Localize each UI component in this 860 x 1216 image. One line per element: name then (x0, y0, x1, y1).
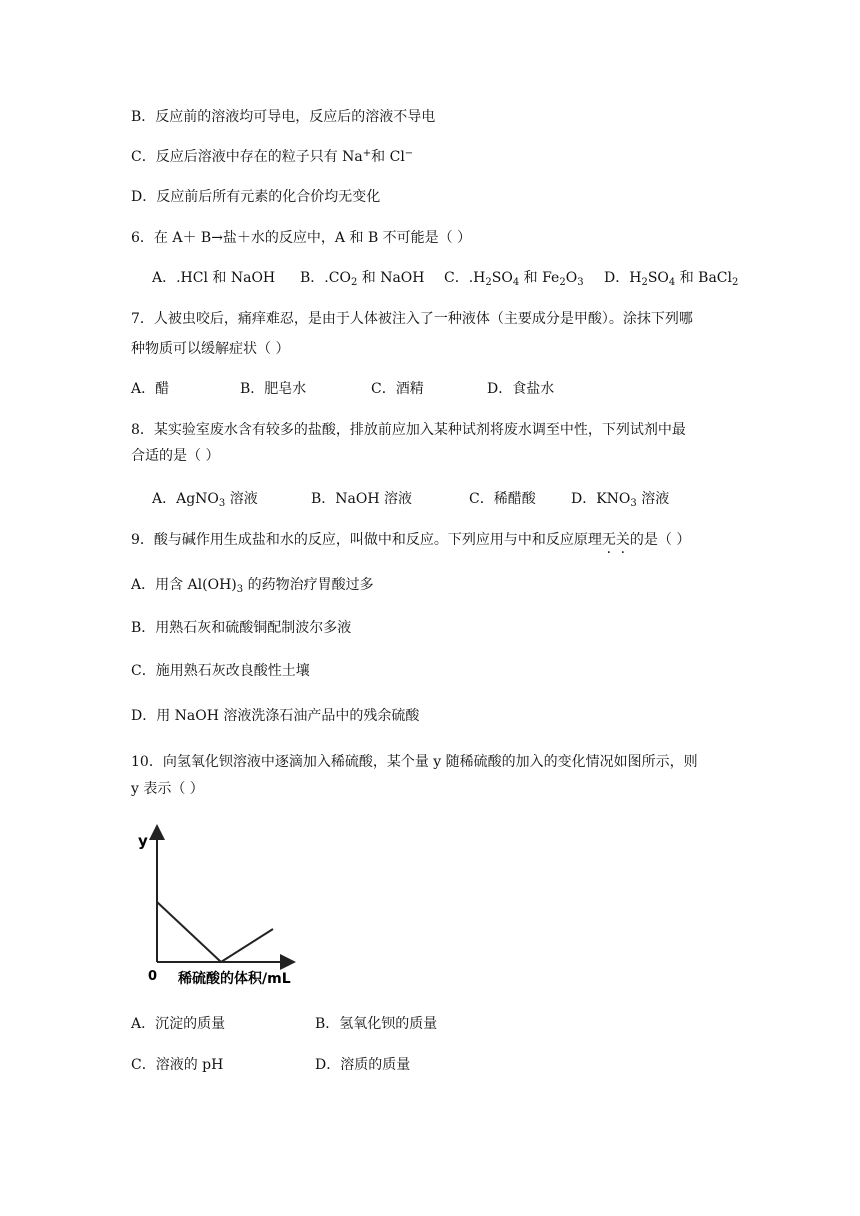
q5-option-c: C．反应后溶液中存在的粒子只有 Na+和 Cl− (131, 148, 414, 165)
graph-y-label: y (138, 832, 148, 850)
q7-option-a: A．醋 (131, 381, 170, 397)
graph-x-label: 稀硫酸的体积/mL (178, 971, 291, 987)
q6-option-b: B．$.CO_2$ 和 NaOH (300, 270, 425, 288)
q7-option-c: C．酒精 (371, 381, 424, 397)
q7-option-d: D．食盐水 (487, 381, 555, 397)
q8-stem-line2: 合适的是（ ） (131, 448, 220, 464)
q10-stem-line1: 10．向氢氧化钡溶液中逐滴加入稀硫酸，某个量 y 随稀硫酸的加入的变化情况如图所示，则 (131, 754, 698, 770)
q9-option-b: B．用熟石灰和硫酸铜配制波尔多液 (131, 620, 352, 636)
q8-option-b: B．NaOH 溶液 (311, 491, 413, 507)
q8-option-a: A．AgNO$_3$ 溶液 (152, 491, 258, 509)
q5-option-b: B．反应前的溶液均可导电，反应后的溶液不导电 (131, 109, 436, 125)
q6-option-d: D．$H_2SO_4$ 和 BaCl$_2$ (604, 270, 739, 288)
q8-option-d: D．$KNO_3$ 溶液 (571, 491, 670, 509)
q6-option-a: A．.HCl 和 NaOH (152, 270, 276, 286)
q9-option-a: A．用含 $Al(OH)_3$ 的药物治疗胃酸过多 (131, 577, 374, 595)
q9-option-d: D．用 NaOH 溶液洗涤石油产品中的残余硫酸 (131, 708, 420, 724)
q6-stem: 6．在 A＋ B→盐＋水的反应中，A 和 B 不可能是（ ） (131, 230, 472, 246)
q10-graph (128, 822, 308, 992)
q7-stem-line1: 7．人被虫咬后，痛痒难忍，是由于人体被注入了一种液体（主要成分是甲酸）。涂抹下列哪 (131, 311, 693, 327)
q10-option-d: D．溶质的质量 (315, 1057, 411, 1073)
q10-option-b: B．氢氧化钡的质量 (315, 1016, 438, 1032)
q5-option-d: D．反应前后所有元素的化合价均无变化 (131, 189, 381, 205)
emphasis-dot-char: 无 (601, 532, 616, 548)
q7-stem-line2: 种物质可以缓解症状（ ） (131, 341, 290, 357)
q8-option-c: C．稀醋酸 (469, 491, 536, 507)
q9-stem: 9．酸与碱作用生成盐和水的反应，叫做中和反应。下列应用与中和反应原理无关的是（ ） (131, 532, 691, 548)
graph-origin-label: 0 (148, 969, 158, 984)
q10-option-c: C．溶液的 pH (131, 1057, 224, 1073)
q10-option-a: A．沉淀的质量 (131, 1016, 226, 1032)
q7-option-b: B．肥皂水 (240, 381, 307, 397)
q8-stem-line1: 8．某实验室废水含有较多的盐酸，排放前应加入某种试剂将废水调至中性，下列试剂中最 (131, 422, 686, 438)
q10-stem-line2: y 表示（ ） (131, 781, 204, 797)
q9-option-c: C．施用熟石灰改良酸性土壤 (131, 663, 310, 679)
graph-curve (157, 902, 273, 962)
emphasis-dot-char: 关 (615, 532, 630, 548)
q6-option-c: C．$.H_2SO_4$ 和 $Fe_2O_3$ (444, 270, 584, 288)
